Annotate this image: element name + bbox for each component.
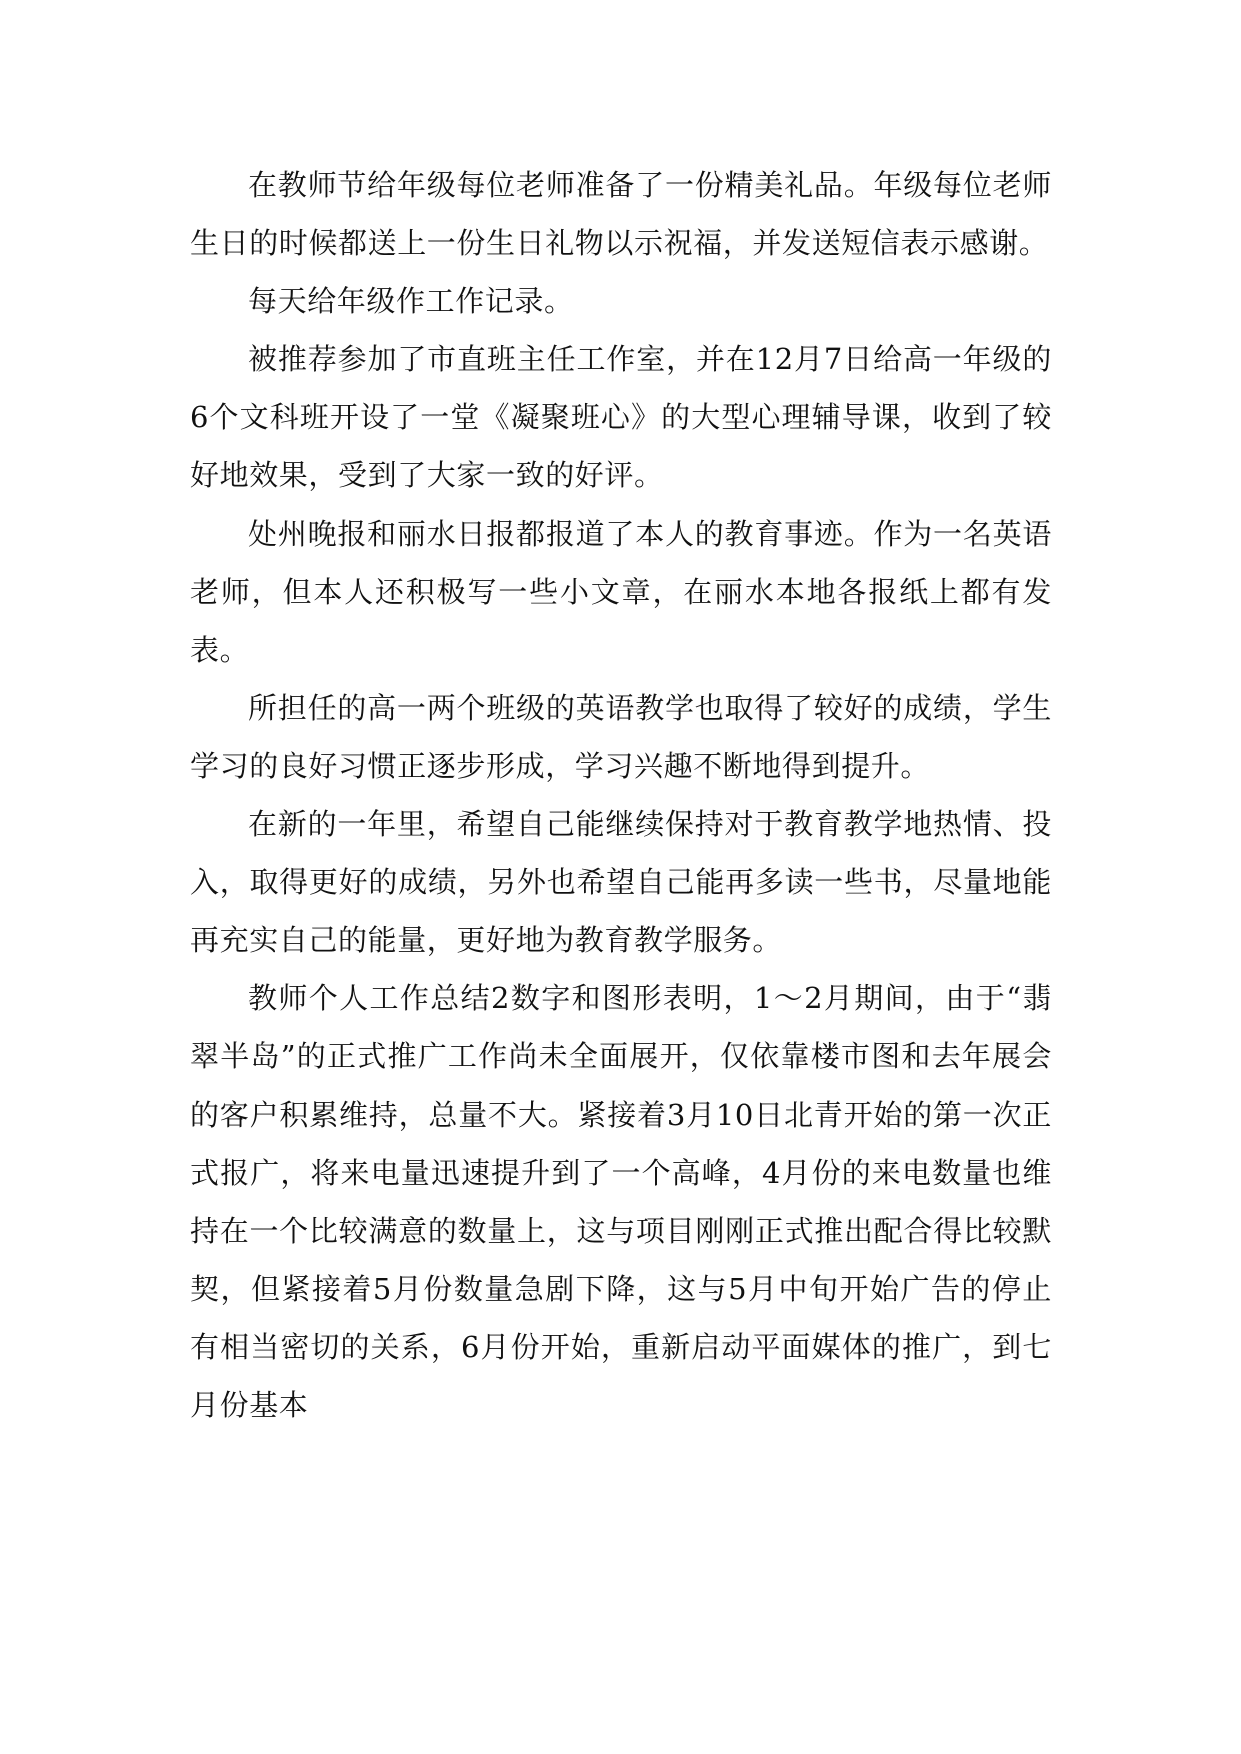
paragraph-daily-records: 每天给年级作工作记录。: [248, 284, 574, 319]
paragraph-psychology-lesson: 被推荐参加了市直班主任工作室，并在12月7日给高一年级的6个文科班开设了一堂《凝聚班心》的大型心理辅导课，收到了较好地效果，受到了大家一致的好评。: [190, 342, 1052, 493]
paragraph-new-year-hopes: 在新的一年里，希望自己能继续保持对于教育教学地热情、投入，取得更好的成绩，另外也希望自己能再多读一些书，尽量地能再充实自己的能量，更好地为教育教学服务。: [190, 807, 1052, 958]
document-body: [190, 156, 1052, 1434]
paragraph-summary-two: 教师个人工作总结2数字和图形表明，1～2月期间，由于“翡翠半岛”的正式推广工作尚未全面展开，仅依靠楼市图和去年展会的客户积累维持，总量不大。紧接着3月10日北青开始的第一次正式报广，将来电量迅速提升到了一个高峰，4月份的来电数量也维持在一个比较满意的数量上，这与项目刚刚正式推出配合得比较默契，但紧接着5月份数量急剧下降，这与5月中旬开始广告的停止有相当密切的关系，6月份开始，重新启动平面媒体的推广，到七月份基本: [190, 981, 1052, 1422]
paragraph-teachers-day-gifts: 在教师节给年级每位老师准备了一份精美礼品。年级每位老师生日的时候都送上一份生日礼物以示祝福，并发送短信表示感谢。: [190, 168, 1052, 261]
paragraph-newspaper-reports: 处州晚报和丽水日报都报道了本人的教育事迹。作为一名英语老师，但本人还积极写一些小文章，在丽水本地各报纸上都有发表。: [190, 516, 1052, 667]
paragraph-english-teaching: 所担任的高一两个班级的英语教学也取得了较好的成绩，学生学习的良好习惯正逐步形成，学习兴趣不断地得到提升。: [190, 690, 1052, 783]
